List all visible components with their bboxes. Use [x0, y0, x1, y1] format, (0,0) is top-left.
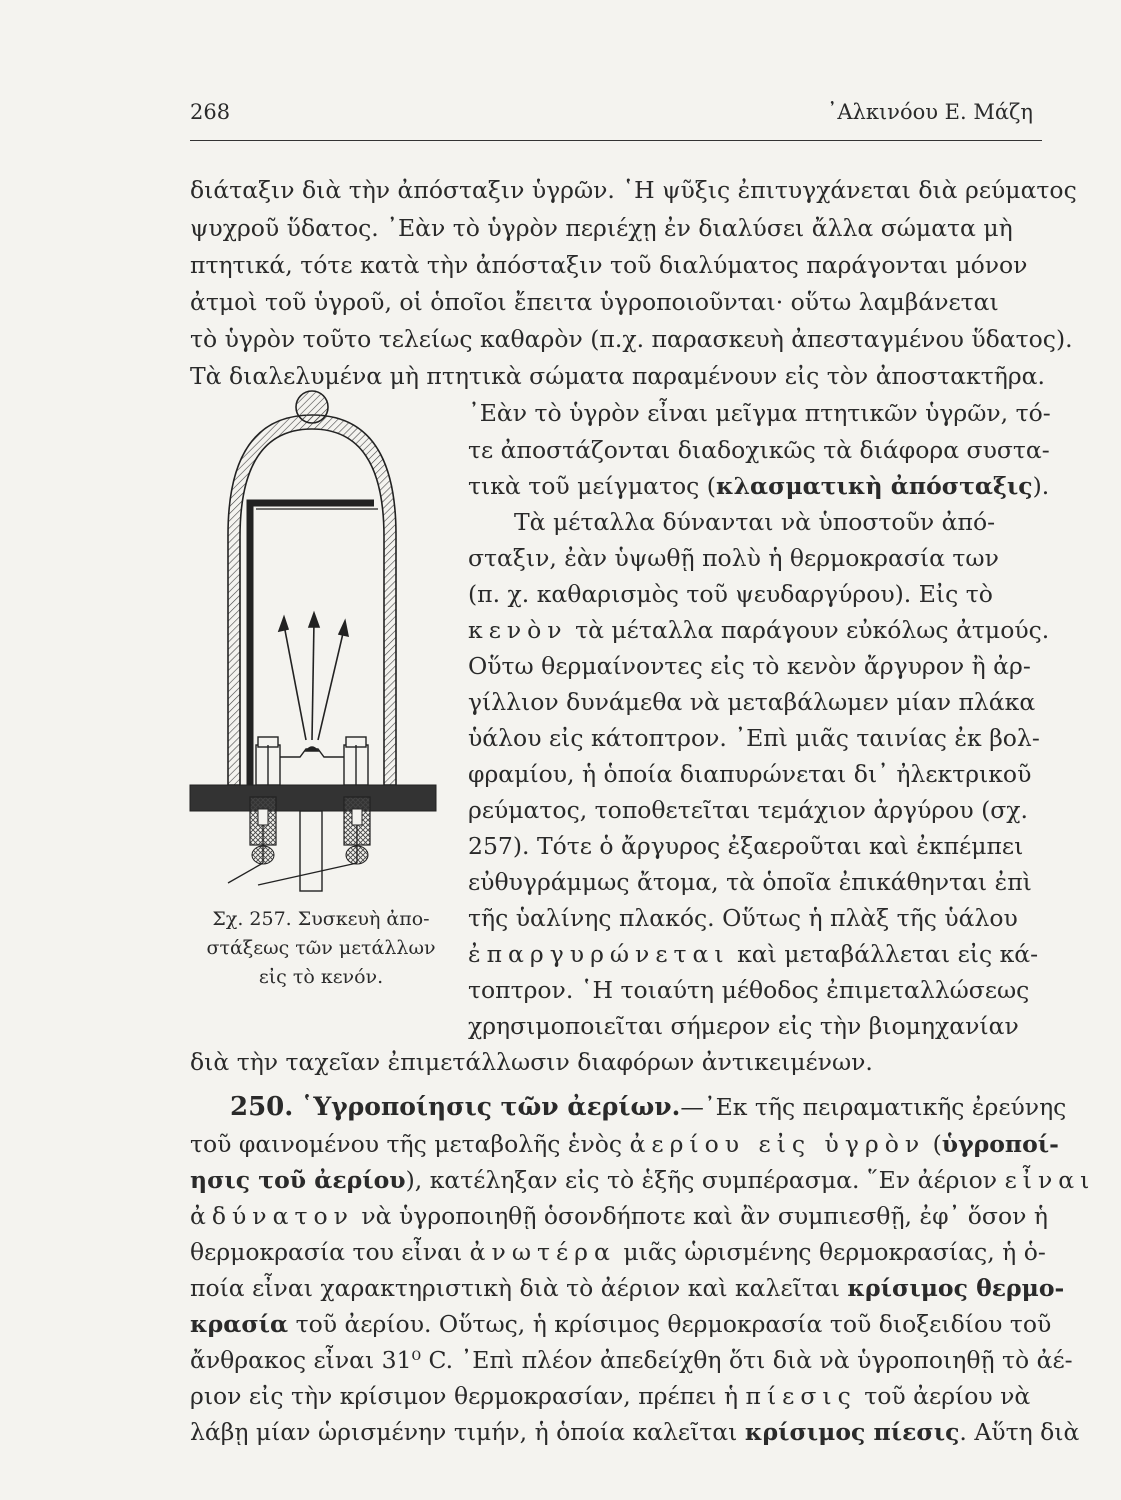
running-head-author: ᾿Αλκινόου Ε. Μάζη: [826, 100, 1033, 124]
filament-assembly: [256, 737, 368, 785]
text-line: τοπτρον. ῾Η τοιαύτη μέθοδος ἐπιμεταλλώσεως: [468, 976, 1030, 1004]
text-line: ποία εἶναι χαρακτηριστικὴ διὰ τὸ ἀέριον καὶ καλεῖται κρίσιμος θερμο-: [190, 1274, 1065, 1302]
text-line: γίλλιον δυνάμεθα νὰ μεταβάλωμεν μίαν πλάκα: [468, 688, 1036, 716]
text-line: κενὸν τὰ μέταλλα παράγουν εὐκόλως ἀτμούς.: [468, 616, 1050, 644]
text-line: τὸ ὑγρὸν τοῦτο τελείως καθαρὸν (π.χ. παρασκευὴ ἀπεσταγμένου ὕδατος).: [190, 325, 1073, 353]
text-line: Τὰ μέταλλα δύνανται νὰ ὑποστοῦν ἀπό-: [514, 508, 996, 536]
text-line: λάβῃ μίαν ὡρισμένην τιμήν, ἡ ὁποία καλεῖται κρίσιμος πίεσις. Αὕτη διὰ: [190, 1418, 1080, 1446]
text-line: πτητικά, τότε κατὰ τὴν ἀπόσταξιν τοῦ διαλύματος παράγονται μόνον: [190, 251, 1028, 279]
text-line: ησις τοῦ ἀερίου), κατέληξαν εἰς τὸ ἑξῆς συμπέρασμα. ῞Εν ἀέριον εἶναι: [190, 1166, 1096, 1194]
text-line: σταξιν, ἐὰν ὑψωθῇ πολὺ ἡ θερμοκρασία των: [468, 544, 999, 572]
text-line: Τὰ διαλελυμένα μὴ πτητικὰ σώματα παραμένουν εἰς τὸν ἀποστακτῆρα.: [190, 362, 1045, 390]
text-line: τε ἀποστάζονται διαδοχικῶς τὰ διάφορα συστα-: [468, 436, 1050, 464]
text-line: κρασία τοῦ ἀερίου. Οὕτως, ἡ κρίσιμος θερμοκρασία τοῦ διοξειδίου τοῦ: [190, 1310, 1052, 1338]
vacuum-tube: [300, 811, 322, 891]
text-line: εὐθυγράμμως ἄτομα, τὰ ὁποῖα ἐπικάθηνται ἐπὶ: [468, 868, 1032, 896]
bell-jar-knob: [296, 391, 328, 423]
text-line: ριον εἰς τὴν κρίσιμον θερμοκρασίαν, πρέπει ἡ πίεσις τοῦ ἀερίου νὰ: [190, 1382, 1031, 1410]
text-line: διάταξιν διὰ τὴν ἀπόσταξιν ὑγρῶν. ῾Η ψῦξις ἐπιτυγχάνεται διὰ ρεύματος: [190, 176, 1077, 204]
text-line: τοῦ φαινομένου τῆς μεταβολῆς ἑνὸς ἀερίου εἰς ὑγρὸν (ὑγροποί-: [190, 1130, 1059, 1158]
term-critical-pressure: κρίσιμος πίεσις: [744, 1418, 960, 1446]
running-head: [190, 100, 1033, 134]
text-line: 257). Τότε ὁ ἄργυρος ἐξαεροῦται καὶ ἐκπέμπει: [468, 832, 1024, 860]
text-line: ρεύματος, τοποθετεῖται τεμάχιον ἀργύρου (σχ.: [468, 796, 1029, 824]
term-fractional-distillation: κλασματικὴ ἀπόσταξις: [715, 472, 1033, 500]
text-line: φραμίου, ἡ ὁποία διαπυρώνεται δι᾿ ἠλεκτρικοῦ: [468, 760, 1032, 788]
header-rule: [190, 140, 1042, 141]
section-title: ῾Υγροποίησις τῶν ἀερίων.: [300, 1092, 681, 1121]
wires: [228, 825, 357, 885]
text-line: ἄνθρακος εἶναι 31⁰ C. ᾿Επὶ πλέον ἀπεδείχθη ὅτι διὰ νὰ ὑγροποιηθῇ τὸ ἀέ-: [190, 1346, 1073, 1374]
figure-vacuum-apparatus: [188, 385, 446, 905]
text-line: ἐπαργυρώνεται καὶ μεταβάλλεται εἰς κά-: [468, 940, 1039, 968]
text-line: τῆς ὑαλίνης πλακός. Οὕτως ἡ πλὰξ τῆς ὑάλου: [468, 904, 1018, 932]
text-line: χρησιμοποιεῖται σήμερον εἰς τὴν βιομηχανίαν: [468, 1012, 1019, 1040]
section-heading-line: 250. ῾Υγροποίησις τῶν ἀερίων.—᾿Εκ τῆς πειραματικῆς ἐρεύνης: [230, 1092, 1067, 1122]
text-line: ἀδύνατον νὰ ὑγροποιηθῇ ὁσονδήποτε καὶ ἂν συμπιεσθῇ, ἐφ᾿ ὅσον ἡ: [190, 1202, 1048, 1230]
text-line: ἀτμοὶ τοῦ ὑγροῦ, οἱ ὁποῖοι ἔπειτα ὑγροποιοῦνται· οὕτω λαμβάνεται: [190, 288, 999, 316]
text-line: Οὕτω θερμαίνοντες εἰς τὸ κενὸν ἄργυρον ἢ ἀρ-: [468, 652, 1031, 680]
text-line: διὰ τὴν ταχεῖαν ἐπιμετάλλωσιν διαφόρων ἀντικειμένων.: [190, 1048, 873, 1076]
text-line: θερμοκρασία του εἶναι ἀνωτέρα μιᾶς ὡρισμένης θερμοκρασίας, ἡ ὁ-: [190, 1238, 1046, 1266]
text-line: τικὰ τοῦ μείγματος (κλασματικὴ ἀπόσταξις).: [468, 472, 1050, 500]
term-critical-temperature: κρίσιμος θερμο-: [847, 1274, 1065, 1302]
text-line: ψυχροῦ ὕδατος. ᾿Εὰν τὸ ὑγρὸν περιέχῃ ἐν διαλύσει ἄλλα σώματα μὴ: [190, 214, 1013, 242]
section-number: 250.: [230, 1092, 294, 1122]
text-line: ᾿Εὰν τὸ ὑγρὸν εἶναι μεῖγμα πτητικῶν ὑγρῶν, τό-: [468, 399, 1051, 427]
figure-caption: Σχ. 257. Συσκευὴ ἀπο- στάξεως τῶν μετάλλων εἰς τὸ κενόν.: [206, 908, 436, 988]
page-number: 268: [190, 100, 231, 124]
text-line: (π. χ. καθαρισμὸς τοῦ ψευδαργύρου). Εἰς τὸ: [468, 580, 993, 608]
text-line: ὑάλου εἰς κάτοπτρον. ᾿Επὶ μιᾶς ταινίας ἐκ βολ-: [468, 724, 1040, 752]
emission-arrows: [279, 613, 348, 740]
base-plate: [190, 785, 436, 811]
